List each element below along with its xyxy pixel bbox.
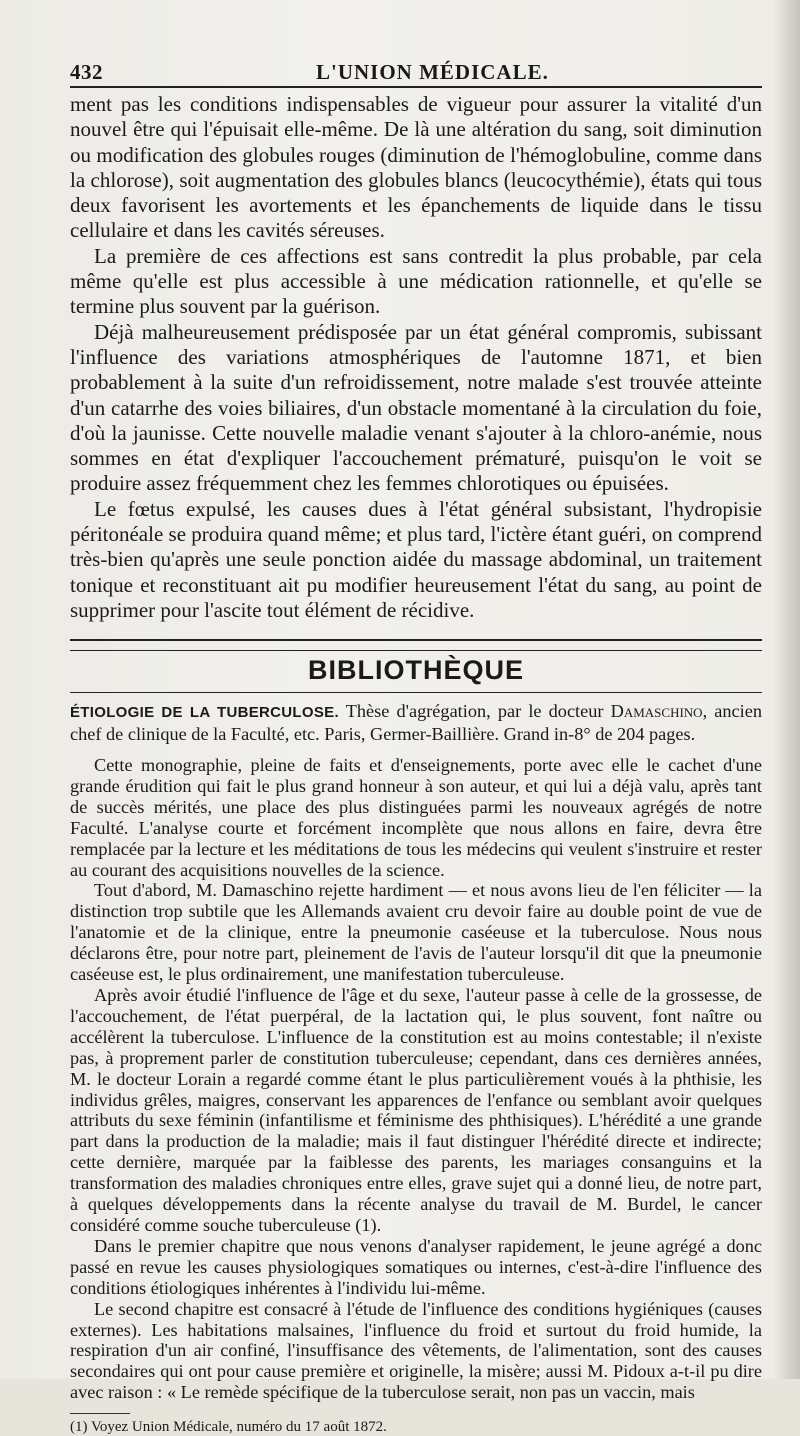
journal-title: L'UNION MÉDICALE. <box>316 60 549 84</box>
review-paragraph: Tout d'abord, M. Damaschino rejette hardiment — et nous avons lieu de l'en féliciter — la distinction trop subtile que les Allemands avaient cru devoir faire au double point de vue de l'anatomie et de la clinique, entre la pneumonie caséeuse et la tuberculose. Nous nous déclarons être, pour notre part, pleinement de l'avis de l'auteur lorsqu'il dit que la pneumonie caséeuse est, le plus ordinairement, une manifestation tuberculeuse. <box>70 880 762 985</box>
author-name: Damaschino <box>610 701 703 722</box>
article-paragraph: Déjà malheureusement prédisposée par un état général compromis, subissant l'influence des variations atmosphériques de l'automne 1871, et bien probablement à la suite d'un refroidissement, notre malade s'est trouvée atteinte d'un catarrhe des voies biliaires, d'un obstacle momentané à la circulation du foie, d'où la jaunisse. Cette nouvelle maladie venant s'ajouter à la chloro-anémie, nous sommes en état d'expliquer l'accouchement prématuré, puisqu'on le voit se produire assez fréquemment chez les femmes chlorotiques ou épuisées. <box>70 319 762 496</box>
review-citation <box>70 701 762 745</box>
article-text <box>70 92 762 623</box>
review-paragraph: Le second chapitre est consacré à l'étude de l'influence des conditions hygiéniques (causes externes). Les habitations malsaines, l'influence du froid et surtout du froid humide, la respiration d'un air confiné, l'insuffisance des vêtements, de l'alimentation, sont des causes secondaires qui ont pour cause première et originelle, la misère; aussi M. Pidoux a-t-il pu dire avec raison : « Le remède spécifique de la tuberculose serait, non pas un vaccin, mais <box>70 1298 762 1403</box>
article-paragraph: La première de ces affections est sans contredit la plus probable, par cela même qu'elle est plus accessible à une médication rationnelle, et qu'elle se termine plus souvent par la guérison. <box>70 243 762 319</box>
article-paragraph: Le fœtus expulsé, les causes dues à l'état général subsistant, l'hydropisie péritonéale se produira quand même; et plus tard, l'ictère étant guéri, on comprend très-bien qu'après une seule ponction aidée du massage abdominal, un traitement tonique et reconstituant ait pu modifier heureusement l'état du sang, au point de supprimer pour l'ascite tout élément de récidive. <box>70 496 762 622</box>
review-paragraph: Dans le premier chapitre que nous venons d'analyser rapidement, le jeune agrégé a donc passé en revue les causes physiologiques somatiques ou internes, c'est-à-dire l'influence des conditions étiologiques inhérentes à l'individu lui-même. <box>70 1235 762 1298</box>
section-rule <box>70 692 762 693</box>
citation-text: , ancien chef de clinique de la Faculté, etc. Paris, Germer-Baillière. Grand in-8° de 204 pages. <box>70 701 762 745</box>
footnote-rule <box>70 1413 130 1414</box>
review-paragraph: Après avoir étudié l'influence de l'âge et du sexe, l'auteur passe à celle de la grossesse, de l'accouchement, de l'état puerpéral, de la lactation qui, le plus souvent, font naître ou accélèrent la tuberculose. L'influence de la constitution est au moins contestable; il n'existe pas, à proprement parler de constitution tuberculeuse; cependant, dans ces dernières années, M. le docteur Lorain a regardé comme étant le plus particulièrement voués à la phthisie, les individus grêles, maigres, conservant les apparences de l'enfance ou semblant avoir quelques attributs du sexe féminin (infantilisme et féminisme des phthisiques). L'hérédité a une grande part dans la production de la maladie; mais il faut distinguer l'hérédité directe et indirecte; cette dernière, marquée par la faiblesse des parents, les mariages consanguins et la transformation des maladies chroniques entre elles, grave sujet qui a donné lieu, de notre part, à quelques développements dans la récente analyse du travail de M. Burdel, le cancer considéré comme souche tuberculeuse (1). <box>70 985 762 1235</box>
footnote: (1) Voyez Union Médicale, numéro du 17 août 1872. <box>70 1419 387 1436</box>
page-number: 432 <box>70 60 103 84</box>
review-paragraph: Cette monographie, pleine de faits et d'enseignements, porte avec elle le cachet d'une grande érudition qui fait le plus grand honneur à son auteur, et qui lui a déjà valu, après tant de succès mérités, une place des plus distinguées parmi les nouveaux agrégés de notre Faculté. L'analyse courte et forcément incomplète que nous allons en faire, devra être remplacée par la lecture et les méditations de tous les médecins qui veulent s'instruire et rester au courant des acquisitions nouvelles de la science. <box>70 755 762 880</box>
running-head <box>70 48 762 82</box>
article-paragraph: ment pas les conditions indispensables de vigueur pour assurer la vitalité d'un nouvel être qui l'épuisait elle-même. De là une altération du sang, soit diminution ou modification des globules rouges (diminution de l'hémoglobuline, comme dans la chlorose), soit augmentation des globules blancs (leucocythémie), états qui tous deux favorisent les avortements et les épanchements de liquide dans le tissu cellulaire et dans les cavités séreuses. <box>70 92 762 243</box>
section-divider <box>70 639 762 651</box>
book-title: ÉTIOLOGIE DE LA TUBERCULOSE. <box>70 704 339 722</box>
page-edge-shadow <box>772 0 800 1379</box>
book-review <box>70 701 762 1403</box>
spacer <box>70 745 762 755</box>
section-heading: BIBLIOTHÈQUE <box>307 655 524 686</box>
header-rule <box>70 86 762 88</box>
citation-text: Thèse d'agrégation, par le docteur <box>338 701 611 722</box>
